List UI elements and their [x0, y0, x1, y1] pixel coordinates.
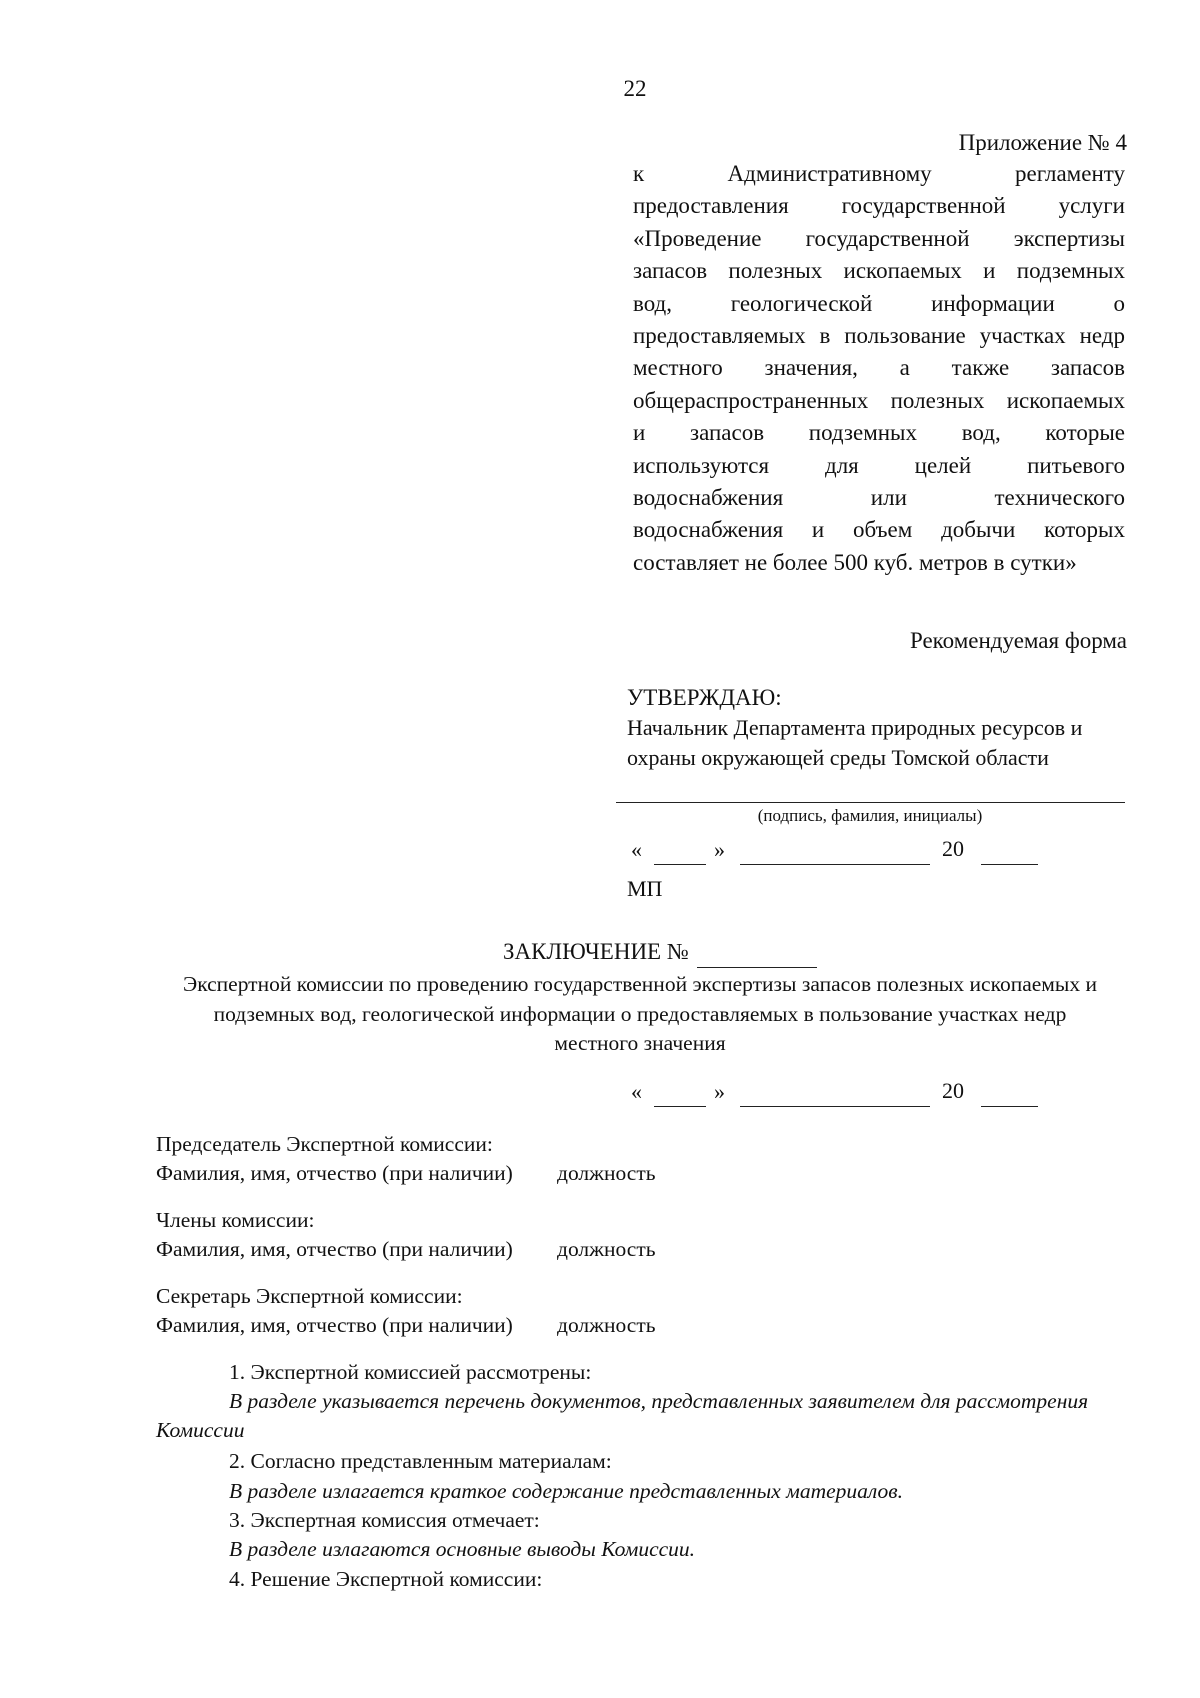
- chair-position-placeholder: должность: [557, 1161, 656, 1185]
- commission-description: [140, 970, 1140, 1059]
- year-prefix: 20: [942, 836, 964, 861]
- day-blank[interactable]: [654, 1106, 706, 1107]
- appendix-text: [633, 158, 1125, 579]
- secretary-position-placeholder: должность: [557, 1313, 656, 1337]
- secretary-name-placeholder: Фамилия, имя, отчество (при наличии): [156, 1313, 513, 1337]
- description-line: местного значения: [554, 1031, 726, 1055]
- conclusion-title: ЗАКЛЮЧЕНИЕ №: [503, 939, 689, 964]
- recommended-form-label: Рекомендуемая форма: [909, 628, 1127, 653]
- page-number: 22: [623, 76, 647, 101]
- date-close-quote: »: [714, 1079, 725, 1104]
- signature-caption: (подпись, фамилия, инициалы): [757, 806, 983, 825]
- appendix-line: вод, геологической информации о: [633, 290, 1125, 316]
- description-line: подземных вод, геологической информации о предоставляемых в пользование участках недр: [213, 1001, 1067, 1026]
- date-open-quote: «: [631, 1079, 642, 1104]
- appendix-line: водоснабжения и объем добычи которых: [633, 517, 1125, 543]
- year-blank[interactable]: [981, 1106, 1038, 1107]
- section-1-note-continued: Комиссии: [156, 1418, 245, 1442]
- appendix-line: «Проведение государственной экспертизы: [633, 225, 1125, 251]
- appendix-line: предоставляемых в пользование участках недр: [633, 323, 1125, 349]
- member-position-placeholder: должность: [557, 1237, 656, 1261]
- appendix-line: и запасов подземных вод, которые: [633, 420, 1125, 446]
- day-blank[interactable]: [654, 864, 706, 865]
- members-label: Члены комиссии:: [156, 1208, 315, 1232]
- appendix-title: Приложение № 4: [958, 130, 1127, 155]
- date-close-quote: »: [714, 837, 725, 862]
- section-1-note: В разделе указывается перечень документов, представленных заявителем для рассмотрения: [229, 1389, 1089, 1413]
- secretary-label: Секретарь Экспертной комиссии:: [156, 1284, 463, 1308]
- appendix-line: запасов полезных ископаемых и подземных: [633, 258, 1125, 284]
- year-prefix: 20: [942, 1078, 964, 1103]
- appendix-line: предоставления государственной услуги: [633, 193, 1125, 219]
- chair-name-placeholder: Фамилия, имя, отчество (при наличии): [156, 1161, 513, 1185]
- year-blank[interactable]: [981, 864, 1038, 865]
- chair-label: Председатель Экспертной комиссии:: [156, 1132, 493, 1156]
- section-1-title: 1. Экспертной комиссией рассмотрены:: [229, 1360, 592, 1384]
- month-blank[interactable]: [740, 1106, 930, 1107]
- member-name-placeholder: Фамилия, имя, отчество (при наличии): [156, 1237, 513, 1261]
- section-2-title: 2. Согласно представленным материалам:: [229, 1449, 612, 1473]
- stamp-label: МП: [627, 876, 663, 901]
- signature-line[interactable]: [616, 802, 1125, 803]
- appendix-line: используются для целей питьевого: [633, 452, 1125, 478]
- section-4-title: 4. Решение Экспертной комиссии:: [229, 1567, 543, 1591]
- section-2-note: В разделе излагается краткое содержание представленных материалов.: [229, 1479, 904, 1503]
- section-3-title: 3. Экспертная комиссия отмечает:: [229, 1508, 540, 1532]
- approval-heading: УТВЕРЖДАЮ:: [627, 685, 782, 710]
- appendix-line: водоснабжения или технического: [633, 485, 1125, 511]
- appendix-line: к Административному регламенту: [633, 161, 1125, 186]
- description-line: Экспертной комиссии по проведению государственной экспертизы запасов полезных ископаемых и: [183, 972, 1097, 996]
- month-blank[interactable]: [740, 864, 930, 865]
- section-3-note: В разделе излагаются основные выводы Комиссии.: [229, 1537, 696, 1561]
- appendix-line: общераспространенных полезных ископаемых: [633, 387, 1125, 413]
- appendix-line: составляет не более 500 куб. метров в сутки»: [633, 549, 1077, 575]
- approval-position: Начальник Департамента природных ресурсов и охраны окружающей среды Томской области: [627, 715, 1083, 770]
- conclusion-number-blank[interactable]: [697, 967, 817, 968]
- appendix-line: местного значения, а также запасов: [633, 355, 1125, 381]
- date-open-quote: «: [631, 837, 642, 862]
